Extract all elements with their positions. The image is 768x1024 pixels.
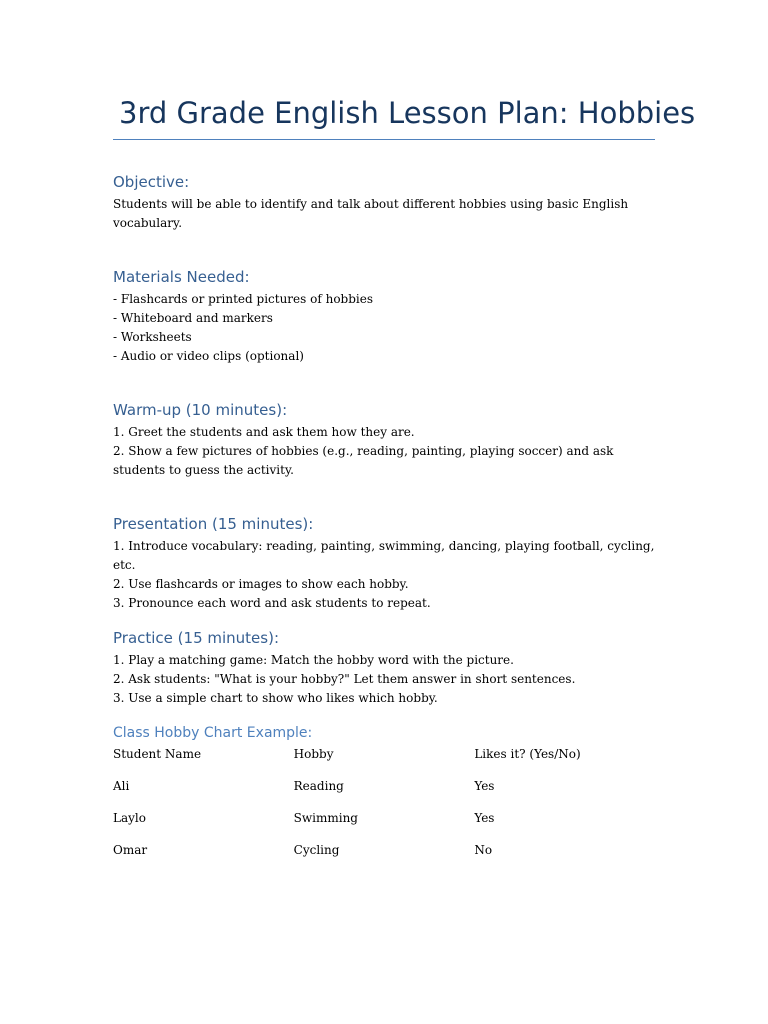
section-practice — [113, 628, 655, 708]
table-cell: Ali — [113, 779, 130, 793]
presentation-heading: Presentation (15 minutes): — [113, 515, 314, 533]
list-item: 3. Use a simple chart to show who likes which hobby. — [113, 691, 438, 705]
section-objective — [113, 172, 655, 233]
list-item: 3. Pronounce each word and ask students to repeat. — [113, 596, 431, 610]
table-row — [113, 777, 655, 809]
presentation-list — [113, 537, 655, 613]
table-cell: Yes — [474, 779, 495, 793]
table-row — [113, 841, 655, 873]
materials-list — [113, 290, 655, 366]
warmup-heading: Warm-up (10 minutes): — [113, 401, 288, 419]
list-item: - Flashcards or printed pictures of hobbies — [113, 292, 374, 306]
section-presentation — [113, 514, 655, 613]
practice-list — [113, 651, 655, 708]
list-item: - Audio or video clips (optional) — [113, 349, 304, 363]
list-item: - Whiteboard and markers — [113, 311, 273, 325]
section-hobby-chart — [113, 723, 655, 873]
table-header-row — [113, 745, 655, 777]
objective-text: Students will be able to identify and talk about different hobbies using basic English vocabulary. — [113, 197, 629, 230]
hobby-chart-table — [113, 745, 655, 873]
table-cell: Reading — [293, 779, 344, 793]
table-row — [113, 809, 655, 841]
table-cell: Cycling — [293, 843, 340, 857]
list-item: 1. Play a matching game: Match the hobby word with the picture. — [113, 653, 514, 667]
materials-heading: Materials Needed: — [113, 268, 250, 286]
column-header: Hobby — [293, 747, 334, 761]
table-cell: Omar — [113, 843, 148, 857]
list-item: 2. Use flashcards or images to show each hobby. — [113, 577, 409, 591]
section-materials — [113, 267, 655, 366]
table-cell: No — [474, 843, 493, 857]
document-page — [113, 0, 696, 857]
table-cell: Swimming — [293, 811, 358, 825]
table-cell: Laylo — [113, 811, 146, 825]
section-warmup — [113, 400, 655, 480]
column-header: Likes it? (Yes/No) — [474, 747, 581, 761]
page-title: 3rd Grade English Lesson Plan: Hobbies — [119, 96, 696, 130]
warmup-list — [113, 423, 655, 480]
chart-heading: Class Hobby Chart Example: — [113, 725, 313, 741]
title-divider — [113, 139, 655, 140]
list-item: 1. Introduce vocabulary: reading, painting, swimming, dancing, playing football, cycling, etc. — [113, 539, 655, 572]
list-item: - Worksheets — [113, 330, 192, 344]
objective-heading: Objective: — [113, 173, 190, 191]
table-cell: Yes — [474, 811, 495, 825]
practice-heading: Practice (15 minutes): — [113, 629, 280, 647]
list-item: 1. Greet the students and ask them how they are. — [113, 425, 415, 439]
list-item: 2. Show a few pictures of hobbies (e.g., reading, painting, playing soccer) and ask students to guess the activity. — [113, 444, 614, 477]
column-header: Student Name — [113, 747, 202, 761]
list-item: 2. Ask students: "What is your hobby?" Let them answer in short sentences. — [113, 672, 576, 686]
